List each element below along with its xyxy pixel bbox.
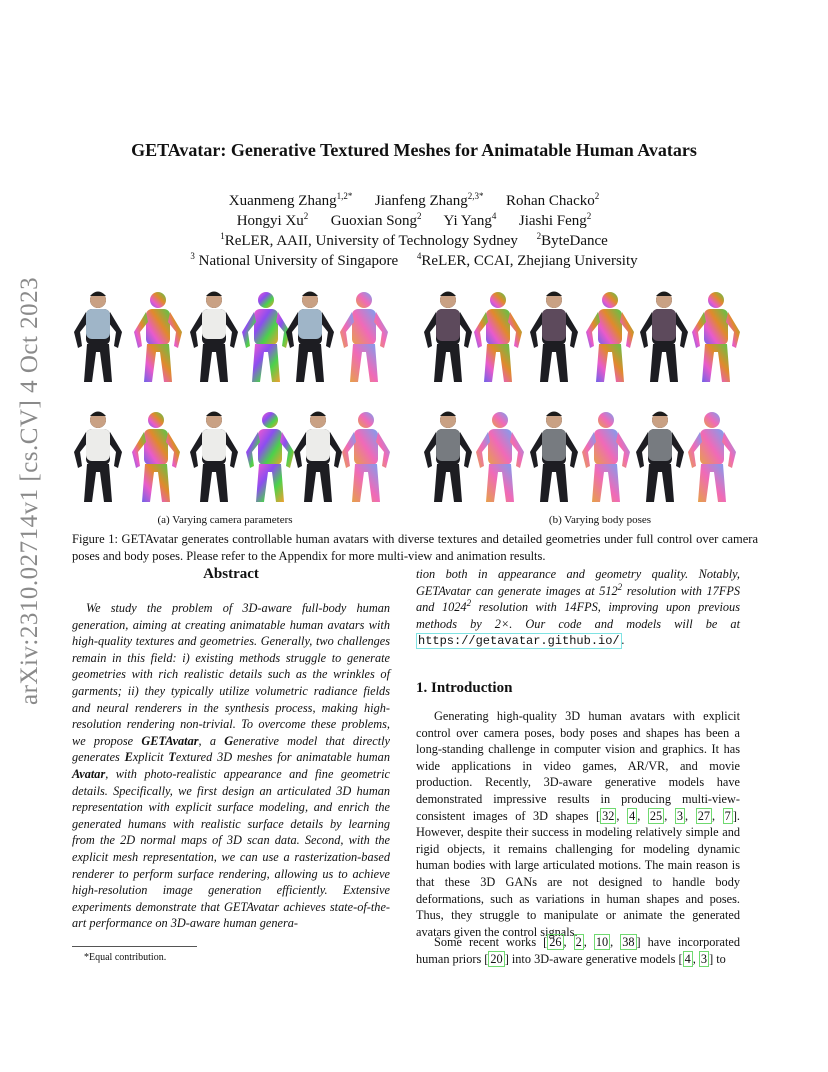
affiliation: ReLER, AAII, University of Technology Sydney [224,233,518,249]
panel-b-row-2 [424,412,736,503]
citation-link[interactable]: 2 [575,935,582,949]
author-sup: 2 [594,191,600,201]
model-name: GETAvatar [141,733,199,748]
affiliation-line-2 [60,253,768,270]
intro-fragment: ] into 3D-aware generative models [ [504,951,683,966]
footnote-rule [72,946,197,947]
textured-avatar [74,292,122,383]
superscript: 2 [617,581,623,592]
author-sup: 2,3* [467,191,484,201]
author-name: Hongyi Xu [236,213,304,229]
normal-map-avatar [586,292,634,382]
acronym-letter: E [124,750,133,765]
citation-link[interactable]: 3 [676,808,684,823]
textured-avatar [636,412,684,503]
figure-caption: Figure 1: GETAvatar generates controllable human avatars with diverse textures and detailed geometries under full control over camera poses and body poses. Please refer to the Appendix for more multi-view and animation results. [72,532,758,563]
normal-map-avatar [132,412,180,502]
normal-map-avatar [476,412,524,502]
aff-sup: 4 [416,251,422,261]
citation-link[interactable]: 25 [649,808,663,823]
intro-fragment: ] have incorporated human priors [ [416,935,741,966]
aff-sup: 3 [190,251,195,261]
textured-avatar [294,412,342,503]
citation-link[interactable]: 38 [622,935,635,949]
abstract-fragment: tion both in appearance and geometry quality. Notably, GETAvatar can generate images at 512 [416,567,740,598]
citation-link[interactable]: 4 [684,951,691,966]
normal-map-avatar [340,292,388,382]
authors-line-2 [60,213,768,230]
normal-map-avatar [246,412,294,502]
author-sup: 2 [586,211,592,221]
author-name: Guoxian Song [330,213,418,229]
citation-link[interactable]: 7 [724,808,731,823]
intro-paragraph-1: Generating high-quality 3D human avatars with explicit control over camera poses, body poses and shapes has been a long-standing challenge in computer vision and graphics. It has wide applications in video games, AR/VR, and movie production. Recently, 3D-aware generative models have demonstrated impressive results in producing multi-view-consistent images of 3D shapes [ 32 , 4 , 25 , 3 , 27 , 7 ]. However, despite their success in modeling relatively simple and rigid objects, it remains challenging for modeling dynamic human bodies with large articulated motions. The main reason is that these 3D GANs are not designed to handle body deformations, such as variations in human shapes and poses. Thus, they struggle to manipulate or animate the generated avatars given the control signals. [416,709,740,939]
author-name: Yi Yang [443,213,492,229]
citation-link[interactable]: 4 [629,808,636,823]
author-sup: 2 [417,211,422,221]
panel-b-row-1 [424,292,740,383]
normal-map-avatar [582,412,630,502]
normal-map-avatar [242,292,290,382]
author-sup: 4 [491,211,497,221]
author-sup: 1,2* [336,191,353,201]
intro-fragment: Some recent works [ [434,935,548,949]
intro-fragment: ] to [709,951,726,966]
intro-fragment: Generating high-quality 3D human avatars with explicit control over camera poses, body poses and shapes has been a long-standing challenge in computer vision and graphics. It has wide applications in video games, AR/VR, and movie production. Recently, 3D-aware generative models have demonstrated impressive results in producing multi-view-consistent images of 3D shapes [ [416,709,740,823]
affiliation: ReLER, CCAI, Zhejiang University [421,253,638,269]
panel-a-row-2 [74,412,390,503]
author-sup: 2 [303,211,309,221]
acronym-word: Avatar [72,766,106,781]
panel-a-row-1 [74,292,388,383]
author-name: Jianfeng Zhang [374,193,468,209]
authors-line-1 [60,193,768,210]
abstract-heading: Abstract [203,566,259,582]
textured-avatar [190,412,238,503]
abstract-fragment: , a [198,733,225,748]
abstract-fragment: . [621,633,625,648]
author-name: Xuanmeng Zhang [228,193,337,209]
normal-map-avatar [342,412,390,502]
affiliation: ByteDance [541,233,608,249]
aff-sup: 2 [536,231,542,241]
normal-map-avatar [692,292,740,382]
citation-link[interactable]: 26 [549,935,562,949]
aff-sup: 1 [220,231,225,241]
affiliation-line-1 [60,233,768,250]
figure-1-image [66,276,766,512]
footnote: *Equal contribution. [84,952,167,963]
acronym-letter: G [224,733,234,748]
intro-fragment: ]. However, despite their success in modeling relatively simple and rigid objects, it remains challenging for modeling dynamic human bodies with large articulated motions. The main reason is that these 3D GANs are not designed to handle body deformations, such as variations in human shapes and poses. Thus, they struggle to manipulate or animate the generated avatars given the control signals. [416,808,740,939]
textured-avatar [74,412,122,503]
citation-link[interactable]: 27 [697,808,710,823]
citation-link[interactable]: 10 [595,935,609,949]
subcaption-b: (b) Varying body poses [548,514,652,526]
intro-paragraph-2: Some recent works [ 26 , 2 , 10 , 38 ] have incorporated human priors [ 20 ] into 3D-aware generative models [ 4 , 3 ] to [416,935,741,966]
acronym-letter: T [168,750,176,765]
citation-link[interactable]: 3 [700,951,708,966]
textured-avatar [640,292,688,383]
paper-title: GETAvatar: Generative Textured Meshes for Animatable Human Avatars [131,140,697,160]
abstract-fragment: extured 3D meshes for animatable human [175,750,390,765]
subcaption-a: (a) Varying camera parameters [157,514,293,526]
abstract-fragment: We study the problem of 3D-aware full-body human generation, aiming at creating animatable human avatars with high-quality textures and geometries. Generally, two challenges remain in this field: i) existing methods struggle to generate geometries with rich realistic details such as the wrinkles of garments; ii) they typically utilize volumetric radiance fields and neural renderers in the synthesis process, making high-resolution rendering non-trivial. To overcome these problems, we propose [72,601,390,748]
section-heading-introduction: 1. Introduction [416,680,513,696]
abstract-fragment: xplicit [132,750,169,765]
textured-avatar [530,292,578,383]
project-url-link[interactable]: https://getavatar.github.io/ [418,634,620,649]
normal-map-avatar [474,292,522,382]
citation-link[interactable]: 32 [602,808,615,823]
arxiv-stamp: arXiv:2310.02714v1 [cs.CV] 4 Oct 2023 [16,276,43,705]
normal-map-avatar [688,412,736,502]
abstract-fragment: resolution with 14FPS, improving upon previous methods by 2×. Our code and models will be at [416,600,740,631]
textured-avatar [424,412,472,503]
abstract-text [72,600,390,932]
author-name: Rohan Chacko [506,193,595,209]
abstract-fragment: resolution with 17FPS and 1024 [416,583,740,615]
textured-avatar [424,292,472,383]
textured-avatar [530,412,578,503]
textured-avatar [286,292,334,383]
abstract-fragment: enerative model that directly generates [72,733,390,765]
abstract-fragment: , with photo-realistic appearance and fine geometric details. Specifically, we first design an articulated 3D human representation with explicit surface modeling, and enrich the generated humans with realistic surface details by learning from the 2D normal maps of 3D scan data. Second, with the explicit mesh representation, we can use a rasterization-based renderer to perform surface rendering, allowing us to achieve high-resolution image generation efficiently. Extensive experiments demonstrate that GETAvatar achieves state-of-the-art performance on 3D-aware human genera- [72,766,390,931]
affiliation: National University of Singapore [198,253,399,269]
superscript: 2 [466,598,472,609]
normal-map-avatar [134,292,182,382]
citation-link[interactable]: 20 [490,951,503,966]
textured-avatar [190,292,238,383]
author-name: Jiashi Feng [518,213,587,229]
abstract-continued [416,566,740,650]
